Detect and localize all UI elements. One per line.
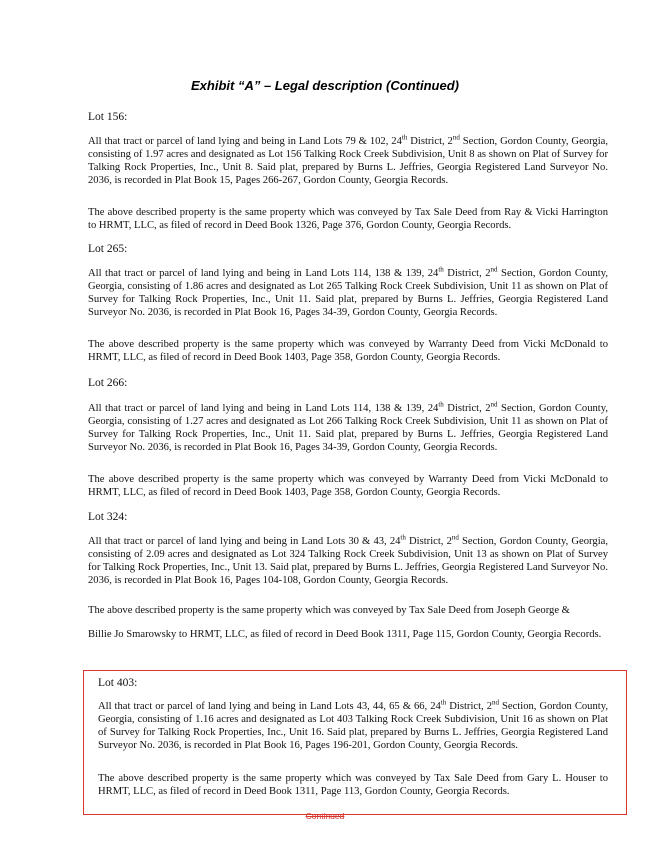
lot-conveyance: The above described property is the same property which was conveyed by Tax Sale Deed from Gary L. Houser to HRMT, LLC, as filed of record in Deed Book 1311, Page 113, Gordon County, Georgia Records. [98, 773, 608, 797]
lot-description: All that tract or parcel of land lying and being in Land Lots 79 & 102, 24th District, 2nd Section, Gordon County, Georgia, consisting of 1.97 acres and designated as Lot 156 Talking Rock Creek Subdivision, Unit 8 as shown on Plat of Survey for Talking Rock Properties, Inc., Unit 8. Said plat, prepared by Burns L. Jeffries, Georgia Registered Land Surveyor No. 2036, is recorded in Plat Book 15, Pages 266-267, Gordon County, Georgia Records. [88, 133, 608, 186]
lot-description: All that tract or parcel of land lying and being in Land Lots 43, 44, 65 & 66, 24th District, 2nd Section, Gordon County, Georgia, consisting of 1.16 acres and designated as Lot 403 Talking Rock Creek Subdivision, Unit 16 as shown on Plat of Survey for Talking Rock Properties, Inc., Unit 16. Said plat, prepared by Burns L. Jeffries, Georgia Registered Land Surveyor No. 2036, is recorded in Plat Book 16, Pages 196-201, Gordon County, Georgia Records. [98, 698, 608, 751]
lot-conveyance: The above described property is the same property which was conveyed by Tax Sale Deed from Joseph George & [88, 605, 570, 616]
lot-description: All that tract or parcel of land lying and being in Land Lots 114, 138 & 139, 24th District, 2nd Section, Gordon County, Georgia, consisting of 1.86 acres and designated as Lot 265 Talking Rock Creek Subdivision, Unit 11 as shown on Plat of Survey for Talking Rock Properties, Inc., Unit 11. Said plat, prepared by Burns L. Jeffries, Georgia Registered Land Surveyor No. 2036, is recorded in Plat Book 16, Pages 34-39, Gordon County, Georgia Records. [88, 265, 608, 318]
lot-conveyance: The above described property is the same property which was conveyed by Tax Sale Deed from Ray & Vicki Harrington to HRMT, LLC, as filed of record in Deed Book 1326, Page 376, Gordon County, Georgia Records. [88, 207, 608, 231]
lot-conveyance: The above described property is the same property which was conveyed by Warranty Deed from Vicki McDonald to HRMT, LLC, as filed of record in Deed Book 1403, Page 358, Gordon County, Georgia Records. [88, 339, 608, 363]
continued-label: Continued [305, 811, 345, 821]
lot-description: All that tract or parcel of land lying and being in Land Lots 30 & 43, 24th District, 2nd Section, Gordon County, Georgia, consisting of 2.09 acres and designated as Lot 324 Talking Rock Creek Subdivision, Unit 13 as shown on Plat of Survey for Talking Rock Properties, Inc., Unit 13. Said plat, prepared by Burns L. Jeffries, Georgia Registered Land Surveyor No. 2036, is recorded in Plat Book 16, Pages 104-108, Gordon County, Georgia Records. [88, 533, 608, 586]
lot-label: Lot 156: [88, 111, 128, 123]
lot-label: Lot 324: [88, 511, 128, 523]
lot-label: Lot 266: [88, 377, 128, 389]
page-title: Exhibit “A” – Legal description (Continued) [191, 78, 459, 93]
lot-conveyance-continued: Billie Jo Smarowsky to HRMT, LLC, as filed of record in Deed Book 1311, Page 115, Gordon County, Georgia Records. [88, 629, 602, 640]
lot-label: Lot 265: [88, 243, 128, 255]
lot-description: All that tract or parcel of land lying and being in Land Lots 114, 138 & 139, 24th District, 2nd Section, Gordon County, Georgia, consisting of 1.27 acres and designated as Lot 266 Talking Rock Creek Subdivision, Unit 11 as shown on Plat of Survey for Talking Rock Properties, Inc., Unit 11. Said plat, prepared by Burns L. Jeffries, Georgia Registered Land Surveyor No. 2036, is recorded in Plat Book 16, Pages 34-39, Gordon County, Georgia Records. [88, 400, 608, 453]
lot-conveyance: The above described property is the same property which was conveyed by Warranty Deed from Vicki McDonald to HRMT, LLC, as filed of record in Deed Book 1403, Page 358, Gordon County, Georgia Records. [88, 474, 608, 498]
lot-label: Lot 403: [98, 677, 138, 689]
